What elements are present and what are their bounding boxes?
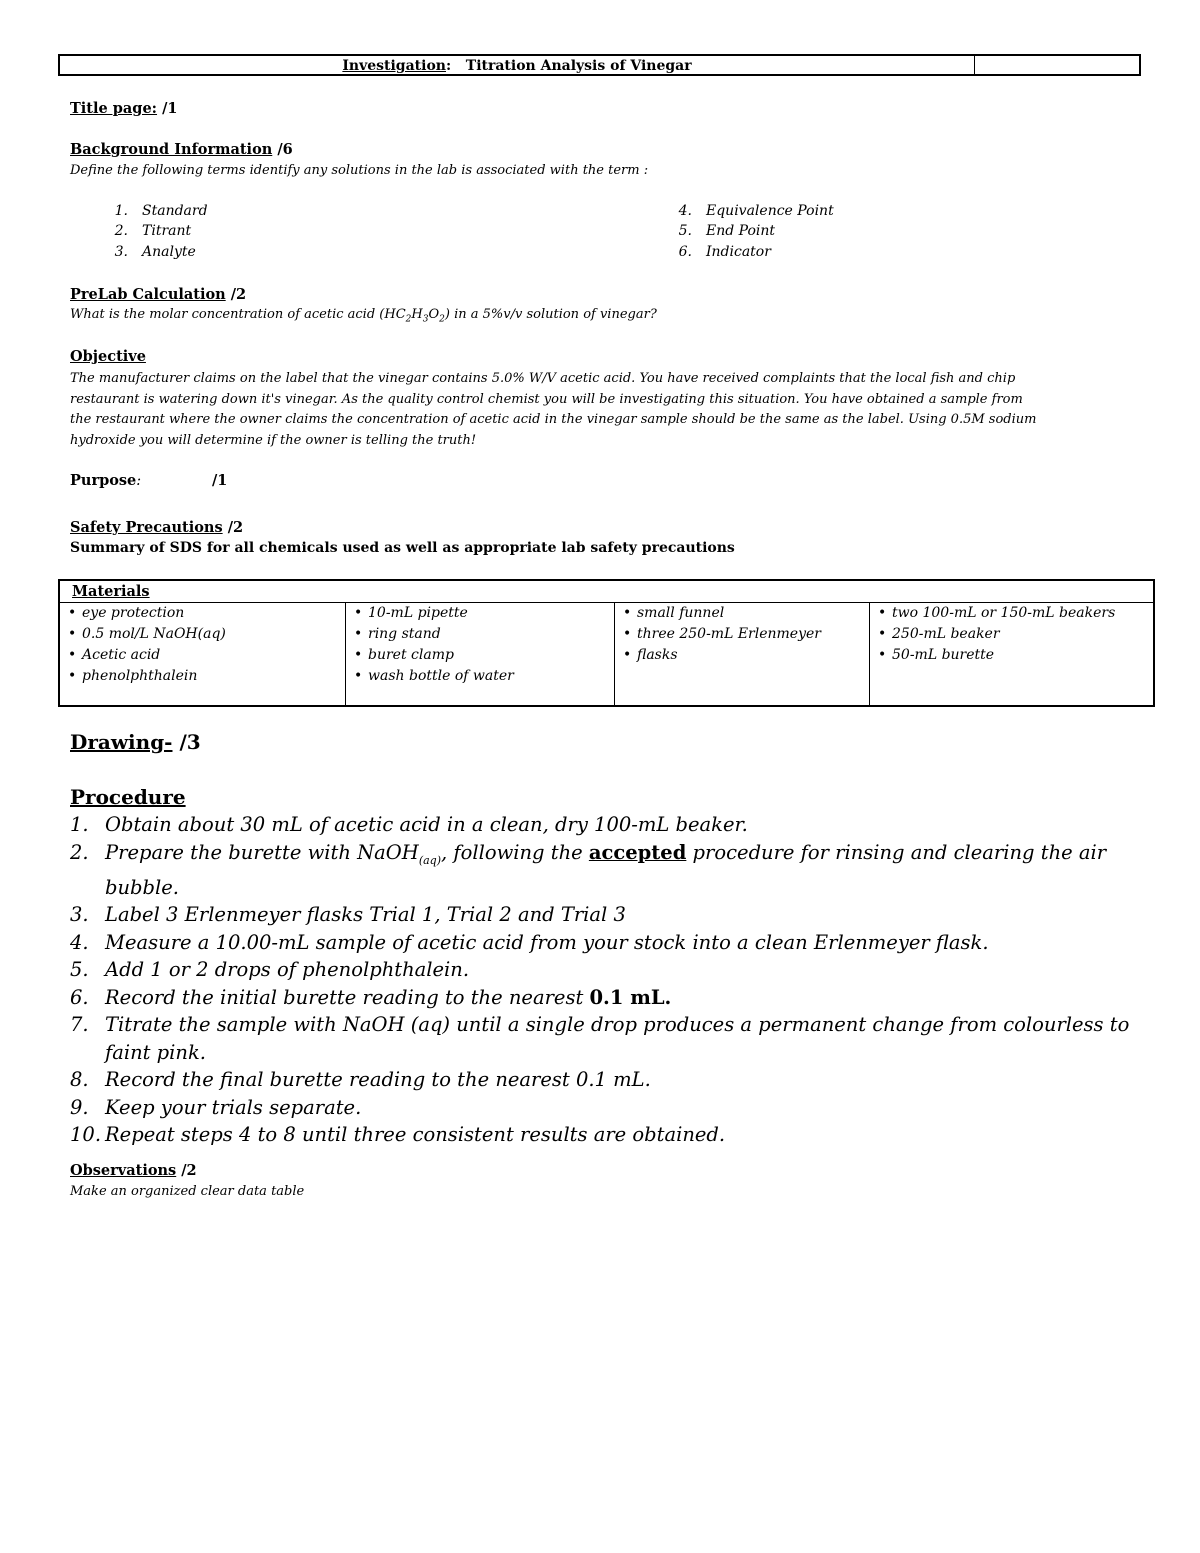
prelab-label: PreLab Calculation: [70, 286, 226, 303]
material-item: • eye protection: [68, 603, 345, 624]
prelab-question-text: O: [428, 307, 440, 322]
procedure-step: [70, 1066, 1150, 1094]
emphasis-text: 0.1 mL.: [589, 985, 672, 1009]
purpose-heading: [70, 472, 141, 489]
procedure-step: [70, 1011, 1150, 1039]
term-item: [92, 203, 208, 219]
observations-label: Observations: [70, 1162, 177, 1179]
drawing-marks: /3: [179, 730, 201, 754]
materials-column: [869, 602, 1153, 705]
background-label: Background Information: [70, 141, 273, 158]
term-text: Titrant: [142, 223, 192, 239]
observations-instruction: Make an organized clear data table: [70, 1184, 305, 1199]
materials-column: [60, 602, 345, 705]
procedure-step: [70, 984, 1150, 1012]
objective-line: the restaurant where the owner claims the concentration of acetic acid in the vinegar sample should be the same as the label. Using 0.5M sodium: [70, 412, 1037, 427]
step-text: Keep your trials separate.: [105, 1095, 362, 1119]
term-item: [656, 223, 775, 239]
drawing-label: Drawing-: [70, 730, 173, 754]
material-item: • two 100-mL or 150-mL beakers: [878, 603, 1153, 624]
step-number: 7.: [70, 1013, 89, 1037]
procedure-heading: Procedure: [70, 785, 186, 809]
title-page-label: Title page:: [70, 100, 158, 117]
step-number: 6.: [70, 985, 89, 1009]
materials-table: [58, 579, 1155, 707]
term-text: Equivalence Point: [706, 203, 834, 219]
safety-summary: Summary of SDS for all chemicals used as well as appropriate lab safety precautions: [70, 540, 735, 556]
step-number: 3.: [70, 903, 89, 927]
procedure-step: [70, 956, 1150, 984]
safety-heading: [70, 519, 243, 536]
materials-column: [614, 602, 869, 705]
step-text: Add 1 or 2 drops of phenolphthalein.: [105, 958, 470, 982]
step-text: Obtain about 30 mL of acetic acid in a clean, dry 100-mL beaker.: [105, 813, 748, 836]
prelab-heading: [70, 286, 246, 303]
procedure-step: [70, 929, 1150, 957]
prelab-question-text: What is the molar concentration of acetic acid (HC: [70, 307, 406, 322]
procedure-step: [70, 901, 1150, 929]
procedure-list: [70, 811, 1150, 1149]
term-text: End Point: [706, 223, 776, 239]
header-divider: [974, 56, 975, 74]
prelab-question-text: H: [411, 307, 423, 322]
objective-line: hydroxide you will determine if the owner is telling the truth!: [70, 432, 477, 448]
material-item-continuation: [623, 645, 869, 666]
material-item: • three 250-mL Erlenmeyer: [623, 624, 869, 645]
title-page-marks: /1: [162, 100, 178, 117]
term-item: [92, 244, 196, 260]
term-item: [92, 223, 191, 239]
procedure-step: [70, 811, 1150, 839]
material-item-text: flasks: [637, 647, 678, 663]
procedure-step: [70, 839, 1150, 874]
step-number: 9.: [70, 1095, 89, 1119]
material-item: • small funnel: [623, 603, 869, 624]
material-item: • wash bottle of water: [354, 666, 614, 687]
prelab-marks: /2: [230, 286, 247, 303]
material-item: • Acetic acid: [68, 645, 345, 666]
step-text: , following the: [441, 840, 589, 864]
emphasis-text: accepted: [588, 840, 687, 864]
term-number: 6.: [678, 244, 692, 260]
procedure-step: [70, 1121, 1150, 1149]
safety-label: Safety Precautions: [70, 519, 223, 536]
procedure-step: [70, 1094, 1150, 1122]
safety-marks: /2: [227, 519, 244, 536]
materials-column: [345, 602, 614, 705]
step-text: procedure for rinsing and clearing the air: [686, 840, 1107, 864]
step-number: 8.: [70, 1068, 89, 1092]
header-box: [58, 54, 1141, 76]
investigation-title: Investigation: Titration Analysis of Vinegar: [342, 58, 692, 74]
materials-label: Materials: [72, 583, 150, 600]
step-number: 5.: [70, 958, 89, 982]
drawing-heading: [70, 730, 201, 754]
material-item: • 250-mL beaker: [878, 624, 1153, 645]
term-text: Standard: [142, 203, 208, 219]
term-item: [656, 244, 771, 260]
subscript: 2: [405, 314, 412, 325]
objective-text: [70, 369, 1036, 451]
step-number: 1.: [70, 813, 89, 836]
objective-line: The manufacturer claims on the label that the vinegar contains 5.0% W/V acetic acid. You have received complaints that the local fish and chip: [70, 371, 1016, 386]
material-item: • ring stand: [354, 624, 614, 645]
subscript: (aq): [418, 853, 441, 867]
step-text: Record the initial burette reading to the nearest: [105, 985, 590, 1009]
term-number: 4.: [678, 203, 692, 219]
objective-heading: [70, 348, 146, 365]
objective-label: Objective: [70, 348, 146, 365]
background-instruction: Define the following terms identify any solutions in the lab is associated with the term :: [70, 163, 649, 178]
purpose-label: Purpose: [70, 472, 137, 489]
step-text: Label 3 Erlenmeyer flasks Trial 1, Trial 2 and Trial 3: [105, 903, 626, 927]
objective-line: restaurant is watering down it's vinegar. As the quality control chemist you will be investigating this situation. You have obtained a sample from: [70, 391, 1023, 407]
title-page-heading: [70, 100, 177, 117]
term-number: 5.: [678, 223, 692, 239]
prelab-question-text: ) in a 5%v/v solution of vinegar?: [444, 307, 657, 322]
material-item: • phenolphthalein: [68, 666, 345, 687]
purpose-colon: :: [136, 473, 142, 489]
step-text: Titrate the sample with NaOH (aq) until a single drop produces a permanent change from colourless to: [105, 1013, 1130, 1037]
procedure-step-continuation: bubble.: [105, 875, 179, 899]
step-text: Prepare the burette with NaOH: [105, 840, 419, 864]
term-number: 1.: [114, 203, 128, 219]
term-number: 3.: [114, 244, 128, 260]
term-item: [656, 203, 834, 219]
material-item: • 50-mL burette: [878, 645, 1153, 666]
purpose-marks: /1: [212, 472, 228, 489]
prelab-question: [70, 307, 657, 325]
material-item: • buret clamp: [354, 645, 614, 666]
observations-heading: [70, 1162, 197, 1179]
investigation-label: Investigation: [342, 58, 446, 74]
subscript: 3: [422, 314, 429, 325]
step-text: Measure a 10.00-mL sample of acetic acid from your stock into a clean Erlenmeyer flask.: [105, 930, 989, 954]
materials-header: [60, 581, 1153, 603]
step-text: Repeat steps 4 to 8 until three consistent results are obtained.: [105, 1123, 726, 1147]
background-marks: /6: [277, 141, 293, 158]
step-number: 10.: [70, 1123, 102, 1147]
procedure-step-continuation: faint pink.: [105, 1040, 206, 1064]
step-text: Record the final burette reading to the nearest 0.1 mL.: [105, 1068, 651, 1092]
investigation-name: Titration Analysis of Vinegar: [465, 58, 692, 74]
material-item: • 10-mL pipette: [354, 603, 614, 624]
step-number: 2.: [70, 840, 89, 864]
observations-marks: /2: [181, 1162, 197, 1179]
background-heading: [70, 141, 293, 158]
step-number: 4.: [70, 930, 89, 954]
subscript: 2: [439, 314, 445, 325]
term-text: Indicator: [706, 244, 771, 260]
term-number: 2.: [114, 223, 128, 239]
term-text: Analyte: [142, 244, 196, 260]
material-item: • 0.5 mol/L NaOH(aq): [68, 624, 345, 645]
